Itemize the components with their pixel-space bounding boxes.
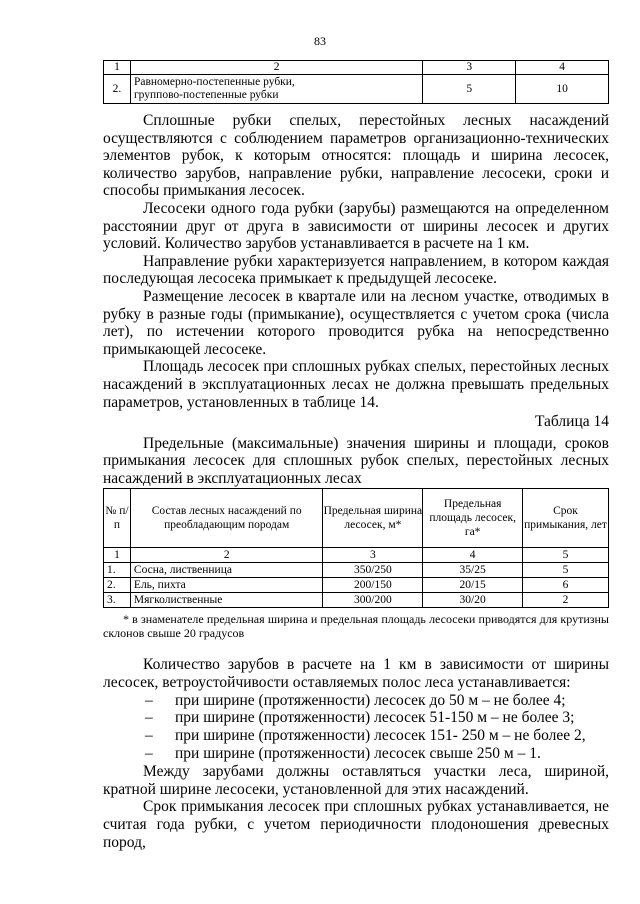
page-number: 83	[314, 34, 326, 48]
table-cell: 3.	[104, 593, 131, 608]
cell-line: Равномерно-постепенные рубки,	[133, 76, 295, 88]
table-cell: 30/20	[423, 593, 523, 608]
cell-line: группово-постепенные рубки	[133, 89, 279, 101]
table-cell: Мягколиственные	[130, 593, 323, 608]
list-item	[103, 692, 609, 710]
table-cell: 2	[130, 61, 422, 75]
table-cell: 2	[523, 593, 609, 608]
table-cell: Сосна, лиственница	[130, 563, 323, 578]
paragraph: Размещение лесосек в квартале или на лесном участке, отводимых в рубку в разные годы (примыкание), осуществляется с учетом срока (числа лет), по истечении которого проводится рубка на непосредственно примыкающей лесосеке.	[103, 287, 609, 358]
table-cell: 5	[423, 75, 516, 104]
table-cell: 2	[130, 548, 323, 563]
body-text-2	[103, 656, 609, 852]
table-cell: 5	[523, 548, 609, 563]
table-cell: 5	[523, 563, 609, 578]
table-row	[104, 75, 609, 104]
body-text-1	[103, 112, 609, 487]
dash-marker: –	[145, 744, 153, 762]
paragraph: Сплошные рубки спелых, перестойных лесных насаждений осуществляются с соблюдением параметров организационно-технических элементов рубок, к которым относятся: площадь и ширина лесосек, количество зарубов, направление рубки, направление лесосеки, сроки и способы примыкания лесосек.	[103, 112, 609, 200]
list-item	[103, 745, 609, 763]
table-row	[104, 548, 609, 563]
table-cell: 300/200	[323, 593, 423, 608]
list-item-text: при ширине (протяженности) лесосек 51-150 м – не более 3;	[175, 709, 575, 727]
paragraph: Количество зарубов в расчете на 1 км в зависимости от ширины лесосек, ветроустойчивости оставляемых полос леса устанавливается:	[103, 656, 609, 691]
header-cell: Срок примыкания, лет	[523, 489, 609, 548]
table-cell: 4	[423, 548, 523, 563]
table-label: Таблица 14	[534, 413, 609, 431]
list-item	[103, 727, 609, 745]
header-cell: № п/п	[104, 489, 131, 548]
table-caption: Предельные (максимальные) значения ширины и площади, сроков примыкания лесосек для сплошных рубок спелых, перестойных лесных насаждений в эксплуатационных лесах	[103, 434, 609, 487]
table-footnote: * в знаменателе предельная ширина и предельная площадь лесосеки приводятся для крутизны склонов свыше 20 градусов	[103, 612, 609, 640]
table-cell: 35/25	[423, 563, 523, 578]
table-cell: 200/150	[323, 578, 423, 593]
table-cell: 1.	[104, 563, 131, 578]
limits-table	[103, 488, 609, 608]
table-row	[104, 578, 609, 593]
table-cell: 1	[104, 61, 131, 75]
table-cell: 20/15	[423, 578, 523, 593]
list-item-text: при ширине (протяженности) лесосек свыше 250 м – 1.	[175, 744, 541, 762]
paragraph: Срок примыкания лесосек при сплошных рубках устанавливается, не считая года рубки, с учетом периодичности плодоношения древесных пород,	[103, 798, 609, 851]
table-cell: 10	[516, 75, 609, 104]
table-cell: Ель, пихта	[130, 578, 323, 593]
table-cell: 3	[423, 61, 516, 75]
header-cell: Предельная ширина лесосек, м*	[323, 489, 423, 548]
list-item-text: при ширине (протяженности) лесосек до 50 м – не более 4;	[175, 691, 566, 709]
table-cell	[130, 75, 422, 104]
list-item-text: при ширине (протяженности) лесосек 151- 250 м – не более 2,	[175, 727, 586, 745]
table-cell: 4	[516, 61, 609, 75]
table-cell: 3	[323, 548, 423, 563]
header-cell: Предельная площадь лесосек, га*	[423, 489, 523, 548]
table-cell: 1	[104, 548, 131, 563]
dash-marker: –	[145, 727, 153, 745]
table-cell: 2.	[104, 75, 131, 104]
dash-marker: –	[145, 691, 153, 709]
dash-marker: –	[145, 709, 153, 727]
top-table	[103, 60, 609, 104]
table-row	[104, 593, 609, 608]
table-header-row	[104, 489, 609, 548]
table-row	[104, 563, 609, 578]
table-cell: 6	[523, 578, 609, 593]
paragraph: Лесосеки одного года рубки (зарубы) размещаются на определенном расстоянии друг от друга в зависимости от ширины лесосек и других условий. Количество зарубов устанавливается в расчете на 1 км.	[103, 199, 609, 253]
paragraph: Между зарубами должны оставляться участки леса, шириной, кратной ширине лесосеки, установленной для этих насаждений.	[103, 762, 609, 798]
list-item	[103, 709, 609, 727]
paragraph: Площадь лесосек при сплошных рубках спелых, перестойных лесных насаждений в эксплуатационных лесах не должна превышать предельных параметров, установленных в таблице 14.	[103, 358, 609, 411]
header-cell: Состав лесных насаждений по преобладающим породам	[130, 489, 323, 548]
paragraph: Направление рубки характеризуется направлением, в котором каждая последующая лесосека примыкает к предыдущей лесосеке.	[103, 252, 609, 288]
table-cell: 350/250	[323, 563, 423, 578]
table-cell: 2.	[104, 578, 131, 593]
table-row	[104, 61, 609, 75]
